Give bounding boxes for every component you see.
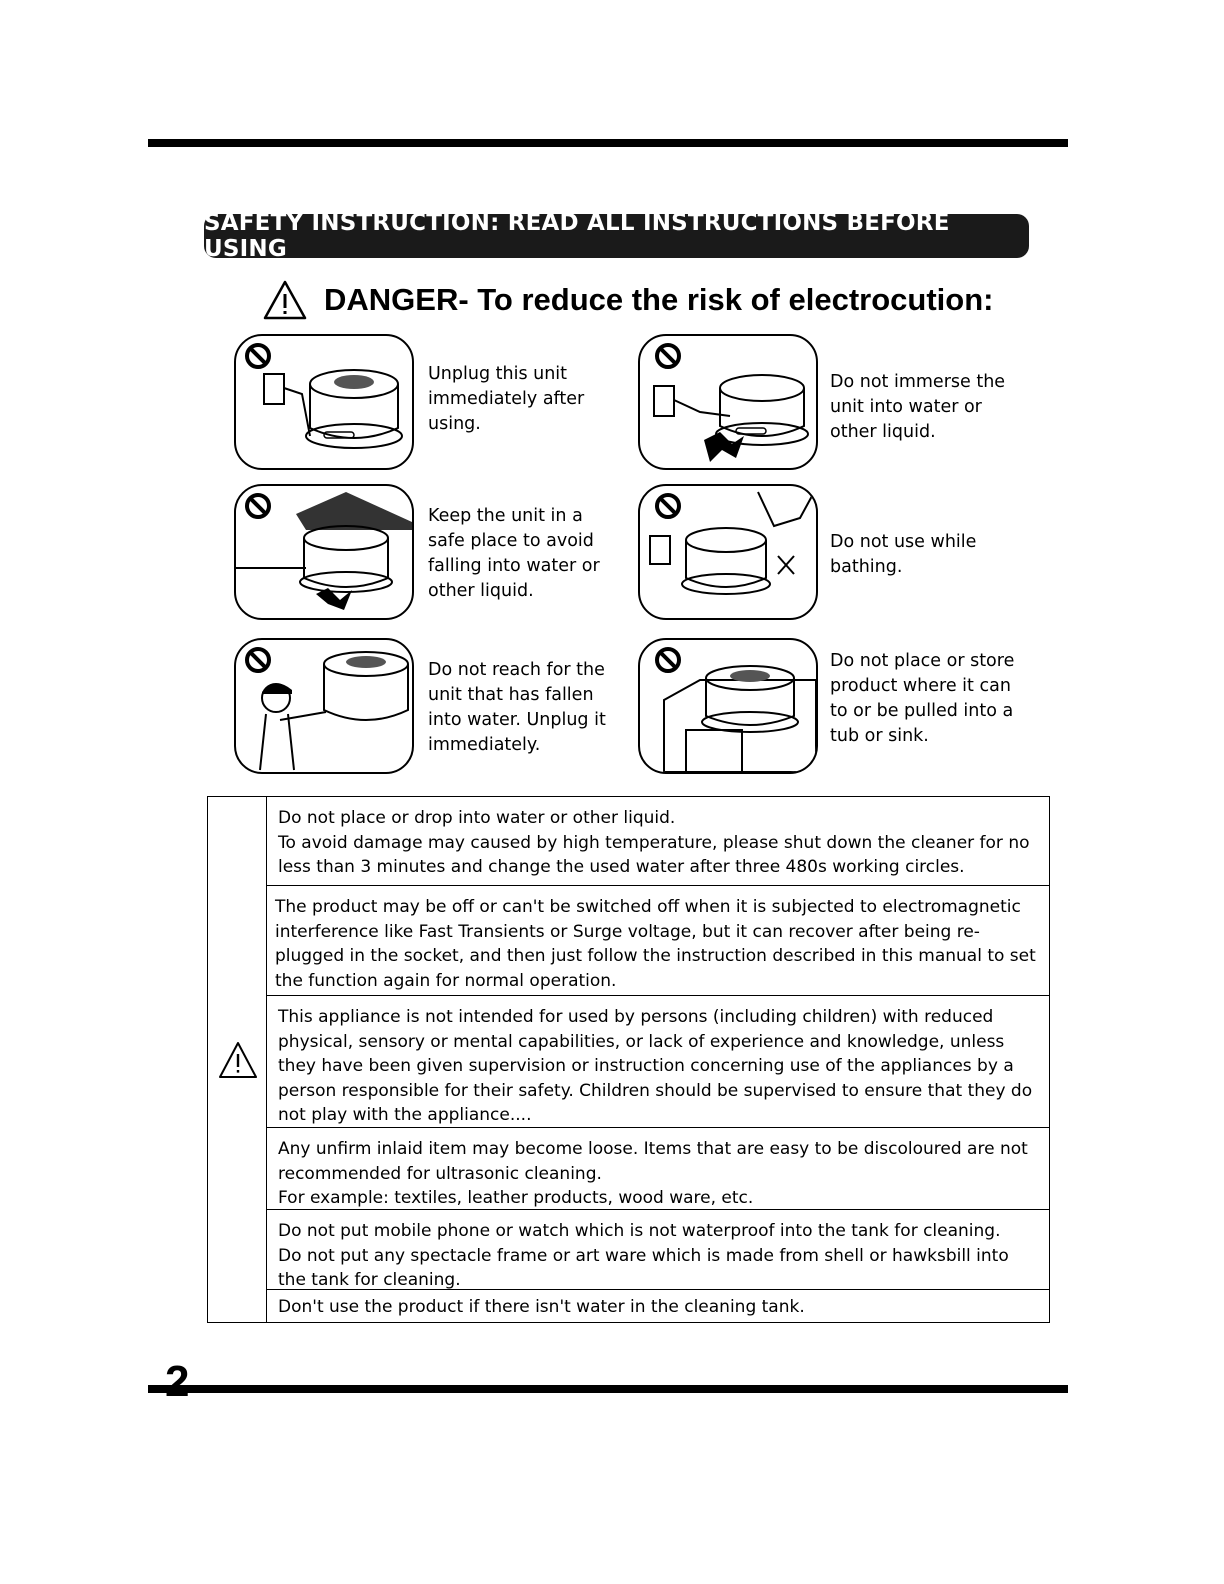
warning-row bbox=[267, 797, 1049, 886]
bottom-rule bbox=[148, 1385, 1068, 1393]
warnings-table bbox=[207, 796, 1050, 1323]
illustration-bathing bbox=[638, 484, 818, 620]
section-header-title: SAFETY INSTRUCTION: READ ALL INSTRUCTIONS BEFORE USING bbox=[204, 210, 950, 262]
warning-line: The product may be off or can't be switched off when it is subjected to electromagnetic interference like Fast Transients or Surge voltage, but it can recover after being re-plugged in the socket, and then just follow the instruction described in this manual to set the function again for normal operation. bbox=[275, 897, 1036, 991]
prohibited-icon bbox=[657, 495, 679, 517]
warning-line: Do not put mobile phone or watch which is not waterproof into the tank for cleaning. bbox=[278, 1221, 1001, 1241]
warning-line: Do not put any spectacle frame or art ware which is made from shell or hawksbill into the tank for cleaning. bbox=[278, 1245, 1009, 1291]
warning-line: For example: textiles, leather products, wood ware, etc. bbox=[278, 1188, 754, 1209]
illustration-immerse bbox=[638, 334, 818, 470]
prohibited-icon bbox=[657, 649, 679, 671]
prohibited-icon bbox=[657, 345, 679, 367]
top-rule bbox=[148, 139, 1068, 147]
warning-line: This appliance is not intended for used by persons (including children) with reduced physical, sensory or mental capabilities, or lack of experience and knowledge, unless they have been given supervision or instruction concerning use of the appliances by a person responsible for their safety. Children should be supervised to ensure that they do not play with the appliance.... bbox=[278, 1007, 1033, 1126]
prohibited-icon bbox=[247, 495, 269, 517]
warning-row bbox=[267, 1210, 1049, 1290]
caption-tub: Do not place or store product where it can to or be pulled into a tub or sink. bbox=[830, 651, 1015, 746]
warning-line: Do not place or drop into water or other liquid. bbox=[278, 808, 676, 828]
warning-line: To avoid damage may caused by high temperature, please shut down the cleaner for no less than 3 minutes and change the used water after three 480s working circles. bbox=[278, 832, 1030, 878]
illustration-reach bbox=[234, 638, 414, 774]
caption-unplug: Unplug this unit immediately after using. bbox=[428, 364, 585, 434]
warning-triangle-icon bbox=[217, 1040, 259, 1080]
prohibited-icon bbox=[247, 649, 269, 671]
caption-safe-place: Keep the unit in a safe place to avoid falling into water or other liquid. bbox=[428, 506, 600, 601]
section-header bbox=[204, 210, 1029, 262]
warning-row bbox=[267, 1290, 1049, 1322]
page-number: 2 bbox=[165, 1357, 190, 1406]
warning-row bbox=[267, 996, 1049, 1128]
illustration-safe-place bbox=[234, 484, 414, 620]
prohibited-icon bbox=[247, 345, 269, 367]
caption-immerse: Do not immerse the unit into water or other liquid. bbox=[830, 372, 1006, 442]
warning-row bbox=[267, 1128, 1049, 1210]
danger-heading-text: DANGER- To reduce the risk of electrocution: bbox=[324, 282, 994, 317]
caption-reach: Do not reach for the unit that has fallen into water. Unplug it immediately. bbox=[428, 660, 606, 755]
warning-row bbox=[267, 886, 1049, 996]
warning-line: Any unfirm inlaid item may become loose. Items that are easy to be discoloured are not recommended for ultrasonic cleaning. bbox=[278, 1139, 1028, 1184]
illustration-tub bbox=[638, 638, 818, 774]
warnings-icon-column bbox=[208, 797, 267, 1322]
illustration-unplug bbox=[234, 334, 414, 470]
warning-line: Don't use the product if there isn't water in the cleaning tank. bbox=[278, 1297, 805, 1317]
warning-triangle-icon bbox=[262, 279, 308, 321]
caption-bathing: Do not use while bathing. bbox=[830, 532, 977, 577]
danger-heading bbox=[262, 278, 993, 322]
